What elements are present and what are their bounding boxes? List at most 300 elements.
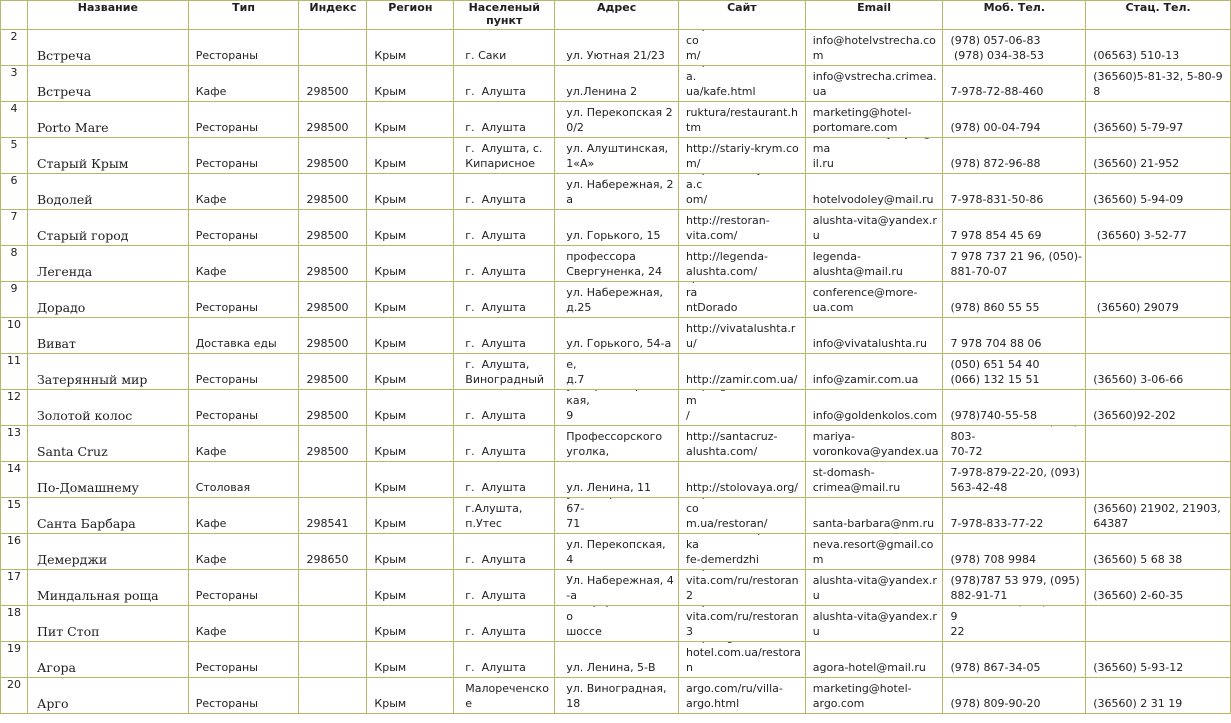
cell-city[interactable] — [454, 678, 555, 714]
cell-name[interactable] — [27, 210, 188, 246]
cell-type[interactable] — [188, 606, 299, 642]
cell-site[interactable] — [679, 210, 806, 246]
cell-email[interactable] — [805, 426, 943, 462]
cell-region-text: Крым — [374, 157, 407, 170]
cell-email[interactable] — [805, 678, 943, 714]
cell-region[interactable] — [367, 30, 454, 66]
cell-index[interactable] — [299, 642, 367, 678]
cell-index[interactable] — [299, 462, 367, 498]
cell-address[interactable] — [555, 30, 679, 66]
cell-type[interactable] — [188, 534, 299, 570]
cell-name[interactable] — [27, 390, 188, 426]
cell-city[interactable] — [454, 606, 555, 642]
cell-mobile-phone[interactable] — [943, 246, 1086, 282]
cell-city[interactable] — [454, 210, 555, 246]
row-number[interactable]: 9 — [1, 282, 28, 318]
cell-type-text: Рестораны — [195, 229, 258, 242]
cell-type-text: Рестораны — [195, 157, 258, 170]
cell-landline-phone[interactable] — [1086, 354, 1231, 390]
cell-email[interactable] — [805, 390, 943, 426]
cell-index[interactable] — [299, 66, 367, 102]
table-row — [1, 678, 1231, 714]
column-header-city[interactable]: Населеный пункт — [454, 1, 555, 30]
cell-index[interactable] — [299, 390, 367, 426]
row-number[interactable]: 19 — [1, 642, 28, 678]
cell-address[interactable] — [555, 210, 679, 246]
cell-index[interactable] — [299, 174, 367, 210]
cell-type-text: Рестораны — [195, 301, 258, 314]
row-number[interactable]: 2 — [1, 30, 28, 66]
cell-name-text: Водолей — [36, 192, 93, 207]
column-header-type[interactable]: Тип — [188, 1, 299, 30]
column-header-site[interactable]: Сайт — [679, 1, 806, 30]
cell-landline-phone[interactable] — [1086, 210, 1231, 246]
cell-landline-phone[interactable] — [1086, 498, 1231, 534]
cell-email-text: info@vstrecha.crimea.ua — [812, 70, 937, 98]
cell-region[interactable] — [367, 606, 454, 642]
cell-email[interactable] — [805, 642, 943, 678]
cell-region[interactable] — [367, 210, 454, 246]
cell-type-text: Рестораны — [195, 589, 258, 602]
cell-email-text: legenda- alushta@mail.ru — [812, 250, 903, 278]
column-header-address[interactable]: Адрес — [555, 1, 679, 30]
table-row — [1, 354, 1231, 390]
cell-landline-phone[interactable] — [1086, 606, 1231, 642]
cell-site[interactable] — [679, 30, 806, 66]
cell-landline-phone[interactable] — [1086, 282, 1231, 318]
cell-site[interactable] — [679, 498, 806, 534]
cell-email[interactable] — [805, 354, 943, 390]
column-header-email[interactable]: Email — [805, 1, 943, 30]
cell-city[interactable] — [454, 30, 555, 66]
cell-index[interactable] — [299, 534, 367, 570]
cell-site[interactable] — [679, 354, 806, 390]
cell-email[interactable] — [805, 174, 943, 210]
cell-name[interactable] — [27, 174, 188, 210]
cell-index[interactable] — [299, 606, 367, 642]
cell-landline-phone-text: (06563) 510-13 — [1093, 49, 1180, 62]
cell-type[interactable] — [188, 138, 299, 174]
cell-city[interactable] — [454, 246, 555, 282]
cell-address[interactable] — [555, 462, 679, 498]
cell-index-text: 298500 — [306, 193, 349, 206]
cell-landline-phone[interactable] — [1086, 318, 1231, 354]
cell-landline-phone[interactable] — [1086, 678, 1231, 714]
cell-address[interactable] — [555, 678, 679, 714]
cell-city[interactable] — [454, 498, 555, 534]
cell-index-text: 298500 — [306, 301, 349, 314]
column-header-name[interactable]: Название — [27, 1, 188, 30]
cell-index[interactable] — [299, 426, 367, 462]
cell-city-text: г. Алушта — [465, 193, 526, 206]
cell-name[interactable] — [27, 498, 188, 534]
cell-type[interactable] — [188, 30, 299, 66]
cell-mobile-phone[interactable] — [943, 174, 1086, 210]
cell-region[interactable] — [367, 678, 454, 714]
cell-address[interactable] — [555, 66, 679, 102]
cell-type-text: Кафе — [195, 85, 227, 98]
cell-landline-phone[interactable] — [1086, 570, 1231, 606]
cell-city[interactable] — [454, 534, 555, 570]
cell-type[interactable] — [188, 498, 299, 534]
cell-type[interactable] — [188, 66, 299, 102]
cell-city-text: г. Алушта — [465, 481, 526, 494]
cell-index-text: 298500 — [306, 373, 349, 386]
cell-address[interactable] — [555, 570, 679, 606]
cell-landline-phone-text: (36560) 3-06-66 — [1093, 373, 1184, 386]
cell-city-text: г. Саки — [465, 49, 507, 62]
cell-mobile-phone[interactable] — [943, 282, 1086, 318]
cell-address[interactable] — [555, 642, 679, 678]
cell-type[interactable] — [188, 390, 299, 426]
cell-landline-phone-text: (36560) 21-952 — [1093, 157, 1180, 170]
cell-city[interactable] — [454, 138, 555, 174]
row-number[interactable]: 7 — [1, 210, 28, 246]
cell-region[interactable] — [367, 534, 454, 570]
cell-city[interactable] — [454, 66, 555, 102]
cell-mobile-phone[interactable] — [943, 498, 1086, 534]
cell-index-text: 298500 — [306, 265, 349, 278]
cell-address[interactable] — [555, 102, 679, 138]
cell-site[interactable] — [679, 102, 806, 138]
cell-site[interactable] — [679, 534, 806, 570]
cell-mobile-phone-text: 7 978 854 45 69 — [950, 229, 1042, 242]
cell-site[interactable] — [679, 246, 806, 282]
cell-index[interactable] — [299, 498, 367, 534]
cell-site[interactable] — [679, 462, 806, 498]
cell-address-text: ул. Перекопская 20/2 — [566, 106, 673, 134]
table-row — [1, 498, 1231, 534]
row-number[interactable]: 6 — [1, 174, 28, 210]
cell-site[interactable] — [679, 606, 806, 642]
cell-region-text: Крым — [374, 85, 407, 98]
cell-email[interactable] — [805, 606, 943, 642]
row-number[interactable]: 15 — [1, 498, 28, 534]
table-row — [1, 426, 1231, 462]
cell-mobile-phone-text: 803- 70-72 — [950, 430, 983, 458]
cell-city-text: Малореченское — [465, 682, 549, 710]
table-row — [1, 642, 1231, 678]
cell-mobile-phone[interactable] — [943, 426, 1086, 462]
cell-region-text: Крым — [374, 121, 407, 134]
cell-city[interactable] — [454, 462, 555, 498]
cell-region[interactable] — [367, 642, 454, 678]
cell-landline-phone[interactable] — [1086, 66, 1231, 102]
cell-region[interactable] — [367, 282, 454, 318]
cell-mobile-phone[interactable] — [943, 102, 1086, 138]
cell-city[interactable] — [454, 354, 555, 390]
cell-landline-phone[interactable] — [1086, 534, 1231, 570]
cell-mobile-phone[interactable] — [943, 30, 1086, 66]
cell-mobile-phone-text: (978) 809-90-20 — [950, 697, 1041, 710]
cell-mobile-phone[interactable] — [943, 66, 1086, 102]
cell-mobile-phone-text: 7-978-879-22-20, (093) 563-42-48 — [950, 466, 1080, 494]
cell-type-text: Доставка еды — [195, 337, 277, 350]
cell-index[interactable] — [299, 282, 367, 318]
cell-email[interactable] — [805, 102, 943, 138]
cell-landline-phone[interactable] — [1086, 390, 1231, 426]
cell-mobile-phone[interactable] — [943, 570, 1086, 606]
cell-mobile-phone[interactable] — [943, 318, 1086, 354]
cell-site-text: http://stolovaya.org/ — [686, 481, 799, 494]
cell-email[interactable] — [805, 570, 943, 606]
cell-address[interactable] — [555, 246, 679, 282]
cell-name[interactable] — [27, 102, 188, 138]
cell-index-text: 298541 — [306, 517, 349, 530]
cell-index[interactable] — [299, 30, 367, 66]
cell-name[interactable] — [27, 30, 188, 66]
cell-name[interactable] — [27, 534, 188, 570]
cell-mobile-phone[interactable] — [943, 390, 1086, 426]
cell-city[interactable] — [454, 102, 555, 138]
cell-mobile-phone-text: 7-978-833-77-22 — [950, 517, 1044, 530]
cell-type[interactable] — [188, 678, 299, 714]
column-header-region[interactable]: Регион — [367, 1, 454, 30]
cell-mobile-phone[interactable] — [943, 642, 1086, 678]
cell-type-text: Столовая — [195, 481, 251, 494]
cell-region[interactable] — [367, 390, 454, 426]
cell-site[interactable] — [679, 66, 806, 102]
cell-address-text: ул. Перекопская, 4 — [566, 538, 670, 566]
cell-region[interactable] — [367, 102, 454, 138]
cell-address[interactable] — [555, 390, 679, 426]
table-row — [1, 246, 1231, 282]
row-number[interactable]: 20 — [1, 678, 28, 714]
cell-type-text: Кафе — [195, 517, 227, 530]
cell-name-text: Старый город — [36, 228, 129, 243]
cell-mobile-phone-text: (978)740-55-58 — [950, 409, 1037, 422]
table-row — [1, 174, 1231, 210]
column-header-index[interactable]: Индекс — [299, 1, 367, 30]
cell-name[interactable] — [27, 318, 188, 354]
table-row — [1, 30, 1231, 66]
cell-site[interactable] — [679, 570, 806, 606]
cell-index-text: 298650 — [306, 553, 349, 566]
cell-name[interactable] — [27, 246, 188, 282]
cell-region-text: Крым — [374, 517, 407, 530]
cell-type[interactable] — [188, 462, 299, 498]
cell-index-text: 298500 — [306, 157, 349, 170]
row-number[interactable]: 18 — [1, 606, 28, 642]
cell-name-text: Миндальная роща — [36, 588, 159, 603]
cell-type[interactable] — [188, 570, 299, 606]
cell-email-text: santa-barbara@nm.ru — [812, 517, 935, 530]
cell-address[interactable] — [555, 282, 679, 318]
cell-region[interactable] — [367, 318, 454, 354]
cell-site[interactable] — [679, 426, 806, 462]
cell-address[interactable] — [555, 138, 679, 174]
cell-address-text: ул. Ленина, 5-В — [566, 661, 656, 674]
cell-site-text: http://restoran- vita.com/ — [686, 214, 770, 242]
row-number[interactable]: 16 — [1, 534, 28, 570]
cell-site[interactable] — [679, 174, 806, 210]
cell-address[interactable] — [555, 498, 679, 534]
cell-site-text: http://stariy-krym.com/ — [686, 142, 799, 170]
cell-index-text: 298500 — [306, 409, 349, 422]
cell-email[interactable] — [805, 246, 943, 282]
cell-landline-phone[interactable] — [1086, 426, 1231, 462]
cell-type[interactable] — [188, 642, 299, 678]
cell-name[interactable] — [27, 426, 188, 462]
cell-site[interactable] — [679, 138, 806, 174]
cell-region[interactable] — [367, 66, 454, 102]
cell-city-text: г. Алушта — [465, 85, 526, 98]
cell-email[interactable] — [805, 210, 943, 246]
row-number[interactable]: 13 — [1, 426, 28, 462]
cell-landline-phone-text: (36560)92-202 — [1093, 409, 1176, 422]
cell-mobile-phone[interactable] — [943, 678, 1086, 714]
row-number[interactable]: 12 — [1, 390, 28, 426]
cell-landline-phone[interactable] — [1086, 642, 1231, 678]
cell-name[interactable] — [27, 570, 188, 606]
table-row — [1, 462, 1231, 498]
cell-city[interactable] — [454, 174, 555, 210]
cell-type[interactable] — [188, 174, 299, 210]
cell-site[interactable] — [679, 642, 806, 678]
cell-name-text: Санта Барбара — [36, 516, 136, 531]
cell-region[interactable] — [367, 354, 454, 390]
row-number[interactable]: 17 — [1, 570, 28, 606]
cell-landline-phone[interactable] — [1086, 246, 1231, 282]
cell-index[interactable] — [299, 210, 367, 246]
cell-city-text: г. Алушта — [465, 553, 526, 566]
cell-region[interactable] — [367, 246, 454, 282]
cell-mobile-phone[interactable] — [943, 138, 1086, 174]
column-header-mobile-phone[interactable]: Моб. Тел. — [943, 1, 1086, 30]
cell-mobile-phone[interactable] — [943, 534, 1086, 570]
cell-region[interactable] — [367, 462, 454, 498]
cell-site[interactable] — [679, 390, 806, 426]
row-number[interactable]: 14 — [1, 462, 28, 498]
cell-address[interactable] — [555, 534, 679, 570]
cell-landline-phone[interactable] — [1086, 138, 1231, 174]
cell-name[interactable] — [27, 138, 188, 174]
cell-region[interactable] — [367, 498, 454, 534]
table-body — [1, 30, 1231, 714]
cell-site-text: vita.com/ru/restoran3 — [686, 610, 799, 638]
cell-city[interactable] — [454, 318, 555, 354]
row-number[interactable]: 5 — [1, 138, 28, 174]
cell-region-text: Крым — [374, 337, 407, 350]
cell-region-text: Крым — [374, 373, 407, 386]
cell-email[interactable] — [805, 318, 943, 354]
cell-address[interactable] — [555, 354, 679, 390]
cell-region[interactable] — [367, 570, 454, 606]
cell-city[interactable] — [454, 642, 555, 678]
cell-email[interactable] — [805, 138, 943, 174]
cell-site-text: a. ua/kafe.html — [686, 70, 756, 98]
row-number[interactable]: 3 — [1, 66, 28, 102]
cell-name[interactable] — [27, 678, 188, 714]
row-number[interactable]: 10 — [1, 318, 28, 354]
row-number[interactable]: 11 — [1, 354, 28, 390]
cell-index[interactable] — [299, 246, 367, 282]
cell-email[interactable] — [805, 534, 943, 570]
cell-mobile-phone[interactable] — [943, 210, 1086, 246]
select-all-corner[interactable] — [1, 1, 28, 30]
cell-address[interactable] — [555, 426, 679, 462]
cell-index[interactable] — [299, 354, 367, 390]
cell-mobile-phone-text: (978) 00-04-794 — [950, 121, 1041, 134]
cell-index[interactable] — [299, 678, 367, 714]
cell-email[interactable] — [805, 498, 943, 534]
cell-region-text: Крым — [374, 553, 407, 566]
cell-email[interactable] — [805, 462, 943, 498]
cell-type[interactable] — [188, 210, 299, 246]
cell-city-text: г. Алушта — [465, 301, 526, 314]
column-header-landline-phone[interactable]: Стац. Тел. — [1086, 1, 1231, 30]
cell-name-text: Виват — [36, 336, 76, 351]
cell-site-text: argo.com/ru/villa- argo.html — [686, 682, 783, 710]
cell-type[interactable] — [188, 102, 299, 138]
cell-name-text: Santa Cruz — [36, 444, 108, 459]
cell-type[interactable] — [188, 354, 299, 390]
cell-city-text: г. Алушта — [465, 337, 526, 350]
cell-name[interactable] — [27, 66, 188, 102]
cell-mobile-phone[interactable] — [943, 462, 1086, 498]
row-number[interactable]: 8 — [1, 246, 28, 282]
cell-name-text: Встреча — [36, 48, 92, 63]
cell-address[interactable] — [555, 174, 679, 210]
cell-city[interactable] — [454, 390, 555, 426]
cell-site[interactable] — [679, 318, 806, 354]
cell-name[interactable] — [27, 462, 188, 498]
cell-type-text: Рестораны — [195, 661, 258, 674]
cell-region[interactable] — [367, 174, 454, 210]
cell-landline-phone[interactable] — [1086, 174, 1231, 210]
cell-index[interactable] — [299, 138, 367, 174]
cell-site[interactable] — [679, 678, 806, 714]
cell-mobile-phone-text: 7 978 737 21 96, (050)- 881-70-07 — [950, 250, 1082, 278]
cell-mobile-phone[interactable] — [943, 354, 1086, 390]
cell-index[interactable] — [299, 318, 367, 354]
cell-name[interactable] — [27, 642, 188, 678]
cell-type[interactable] — [188, 318, 299, 354]
cell-mobile-phone[interactable] — [943, 606, 1086, 642]
cell-index[interactable] — [299, 570, 367, 606]
cell-site-text: ra ntDorado — [686, 286, 738, 314]
cell-type[interactable] — [188, 282, 299, 318]
cell-city-text: г. Алушта — [465, 121, 526, 134]
cell-index-text: 298500 — [306, 85, 349, 98]
cell-type[interactable] — [188, 426, 299, 462]
cell-email[interactable] — [805, 282, 943, 318]
cell-mobile-phone-text: 7 978 704 88 06 — [950, 337, 1042, 350]
cell-landline-phone[interactable] — [1086, 102, 1231, 138]
cell-address-text: ул. Виноградная, 18 — [566, 682, 671, 710]
cell-city-text: г. Алушта — [465, 625, 526, 638]
cell-type[interactable] — [188, 246, 299, 282]
cell-name-text: Легенда — [36, 264, 93, 279]
cell-address[interactable] — [555, 318, 679, 354]
cell-city[interactable] — [454, 282, 555, 318]
cell-name[interactable] — [27, 606, 188, 642]
cell-landline-phone[interactable] — [1086, 462, 1231, 498]
cell-region[interactable] — [367, 426, 454, 462]
cell-index[interactable] — [299, 102, 367, 138]
cell-site[interactable] — [679, 282, 806, 318]
row-number[interactable]: 4 — [1, 102, 28, 138]
cell-email[interactable] — [805, 30, 943, 66]
cell-email[interactable] — [805, 66, 943, 102]
cell-name[interactable] — [27, 282, 188, 318]
cell-name[interactable] — [27, 354, 188, 390]
cell-address[interactable] — [555, 606, 679, 642]
cell-city[interactable] — [454, 426, 555, 462]
cell-city[interactable] — [454, 570, 555, 606]
cell-landline-phone[interactable] — [1086, 30, 1231, 66]
cell-region[interactable] — [367, 138, 454, 174]
